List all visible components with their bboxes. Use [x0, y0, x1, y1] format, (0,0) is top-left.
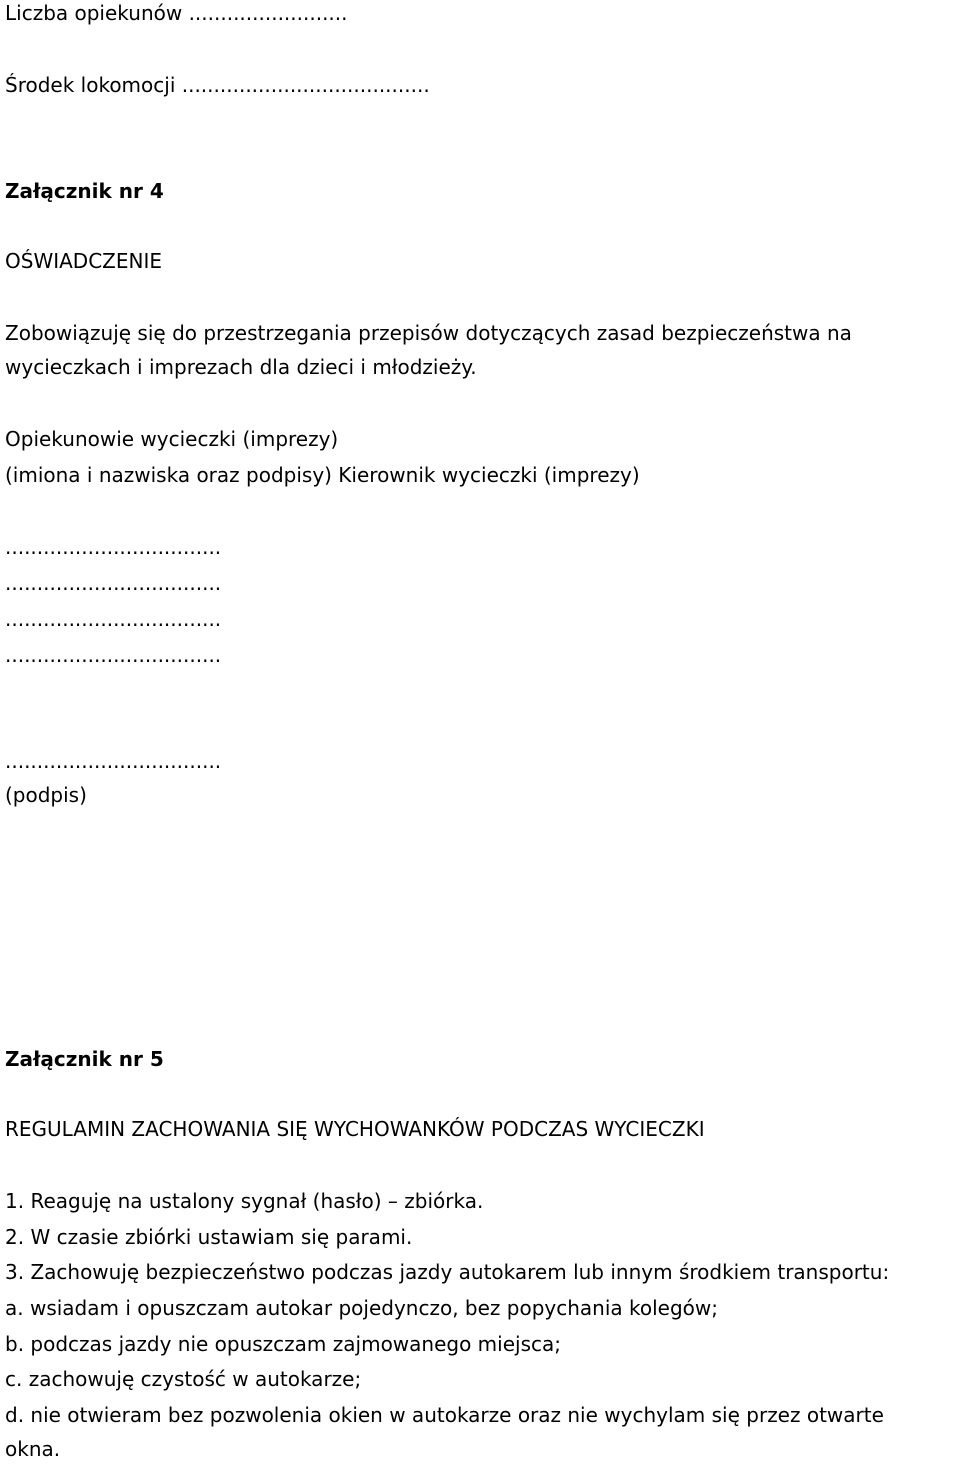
- rule-subitem: b. podczas jazdy nie opuszczam zajmowanego miejsca;: [5, 1332, 561, 1356]
- statement-text-line-1: Zobowiązuję się do przestrzegania przepisów dotyczących zasad bezpieczeństwa na: [5, 321, 852, 345]
- regulations-heading: REGULAMIN ZACHOWANIA SIĘ WYCHOWANKÓW PODCZAS WYCIECZKI: [5, 1117, 705, 1141]
- transport-line: Środek lokomocji .......................................: [5, 73, 430, 97]
- guardians-count-line: Liczba opiekunów .........................: [5, 1, 348, 25]
- rule-item: 3. Zachowuję bezpieczeństwo podczas jazdy autokarem lub innym środkiem transportu:: [5, 1260, 890, 1284]
- signature-line: ..................................: [5, 643, 222, 667]
- signature-line: ..................................: [5, 607, 222, 631]
- leader-signature-line: ..................................: [5, 749, 222, 773]
- rule-subitem-continuation: okna.: [5, 1437, 61, 1461]
- rule-subitem: c. zachowuję czystość w autokarze;: [5, 1367, 362, 1391]
- statement-heading: OŚWIADCZENIE: [5, 249, 162, 273]
- statement-text-line-2: wycieczkach i imprezach dla dzieci i młodzieży.: [5, 355, 477, 379]
- attachment-4-title: Załącznik nr 4: [5, 179, 164, 203]
- guardians-label: Opiekunowie wycieczki (imprezy): [5, 427, 339, 451]
- names-label: (imiona i nazwiska oraz podpisy) Kierownik wycieczki (imprezy): [5, 463, 640, 487]
- signature-line: ..................................: [5, 571, 222, 595]
- attachment-5-title: Załącznik nr 5: [5, 1047, 164, 1071]
- rule-subitem: a. wsiadam i opuszczam autokar pojedynczo, bez popychania kolegów;: [5, 1296, 718, 1320]
- signature-label: (podpis): [5, 783, 87, 807]
- rule-subitem: d. nie otwieram bez pozwolenia okien w autokarze oraz nie wychylam się przez otwarte: [5, 1403, 884, 1427]
- rule-item: 2. W czasie zbiórki ustawiam się parami.: [5, 1225, 413, 1249]
- signature-line: ..................................: [5, 535, 222, 559]
- rule-item: 1. Reaguję na ustalony sygnał (hasło) – zbiórka.: [5, 1189, 484, 1213]
